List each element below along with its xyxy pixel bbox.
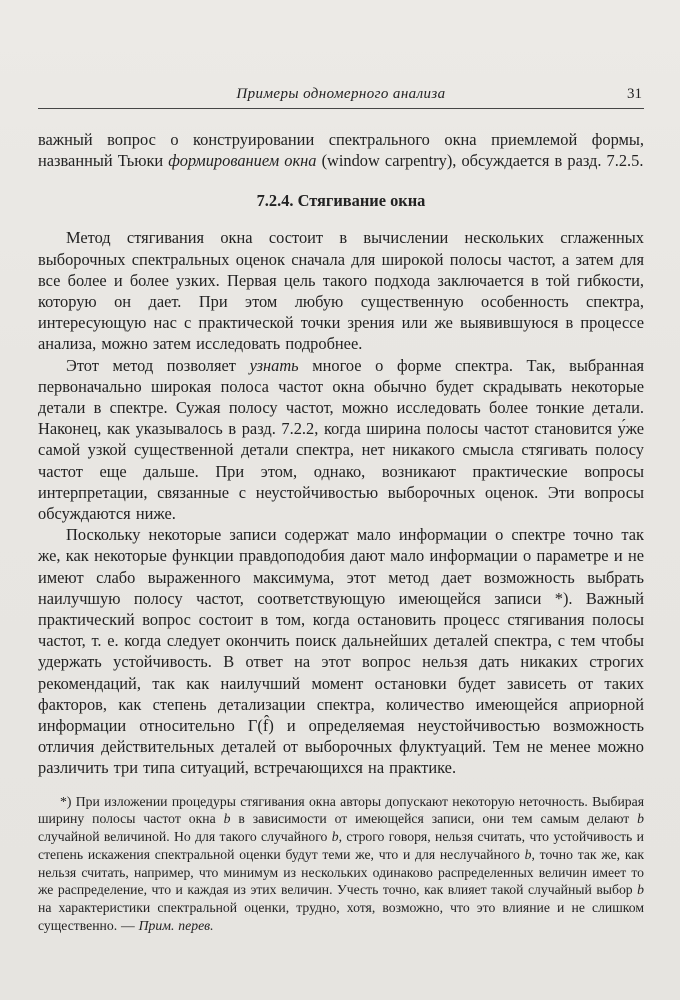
footnote [38,793,644,935]
text-segment: Этот метод позволяет [66,355,250,375]
page-number: 31 [627,86,642,102]
intro-paragraph [38,129,644,171]
text-segment: Поскольку некоторые записи содержат мало информации о спектре точно так же, как некоторые функции правдоподобия дают мало информации о параметре и не имеют слабо выраженного максимума, этот метод дает возможность выбрать наилучшую полосу частот, соответствующую имеющейся записи *). Важный практический вопрос состоит в том, когда остановить процесс стягивания полосы частот, т. е. когда следует окончить поиск дальнейших деталей спектра, с тем чтобы удержать устойчивость. В ответ на этот вопрос нельзя дать никаких строгих рекомендаций, так как наилучший момент остановки будет зависеть от таких факторов, как степень детализации спектра, количество имеющейся априорной информации относительно Г(f̂) и определяемая неустойчивостью возможность отличия действительных деталей от выборочных флуктуаций. Тем не менее можно различить три типа ситуаций, встречающихся на практике. [38,525,644,778]
header-rule [38,108,644,109]
paragraph-1 [38,227,644,354]
text-segment: Метод стягивания окна состоит в вычислении нескольких сглаженных выборочных спектральных оценок сначала для широкой полосы частот, а затем для все более и более узких. Первая цель такого подхода заключается в той гибкости, которую он дает. При этом любую существенную особенность спектра, интересующую нас с практической точки зрения или же выявившуюся в процессе анализа, можно затем исследовать подробнее. [38,228,644,354]
text-segment: в зависимости от имеющейся записи, они тем самым делают [230,811,638,827]
text-segment: b [331,829,339,845]
text-segment: b [524,846,532,862]
text-segment: *) При изложении процедуры стягивания окна авторы допускают некоторую неточность. Выбирая ширину полосы частот окна [38,793,644,827]
text-segment: Прим. перев. [138,917,214,933]
paragraph-3 [38,524,644,778]
text-segment: на характеристики спектральной оценки, трудно, хотя, возможно, что это влияние и не слишком существенно. — [38,899,644,933]
text-segment: , точно так же, как нельзя считать, например, что минимум из нескольких одинаково распределенных величин имеет то же распределение, что и каждая из этих величин. Учесть точно, как влияет такой случайный выбор [38,846,644,898]
text-segment: формированием окна [168,151,317,171]
text-segment: случайной величиной. Но для такого случайного [38,829,332,845]
text-segment: , строго говоря, нельзя считать, что устойчивость и степень искажения спектральной оценки будут теми же, что и для неслучайного [38,829,644,862]
text-segment: узнать [249,355,299,375]
running-title: Примеры одномерного анализа [236,86,446,102]
text-segment: многое о форме спектра. Так, выбранная первоначально широкая полоса частот окна обычно будет скрадывать некоторые детали в спектре. Сужая полосу частот, можно исследовать более тонкие детали. Наконец, как указывалось в разд. 7.2.2, когда ширина полосы частот становится у́же самой узкой существенной детали спектра, нет никакого смысла стягивать полосу частот еще дальше. При этом, однако, возникают практические вопросы интерпретации, связанные с неустойчивостью выборочных оценок. Эти вопросы обсуждаются ниже. [38,355,645,524]
text-segment: b [637,811,644,827]
text-segment: b [223,811,231,827]
page-header [38,86,644,105]
section-heading: 7.2.4. Стягивание окна [256,191,426,211]
text-segment: важный вопрос о конструировании спектрального окна приемлемой формы, названный Тьюки [38,130,644,171]
text-segment: b [637,882,644,898]
paragraph-2 [38,355,644,525]
text-segment: (window carpentry), обсуждается в разд. 7.2.5. [316,151,644,171]
